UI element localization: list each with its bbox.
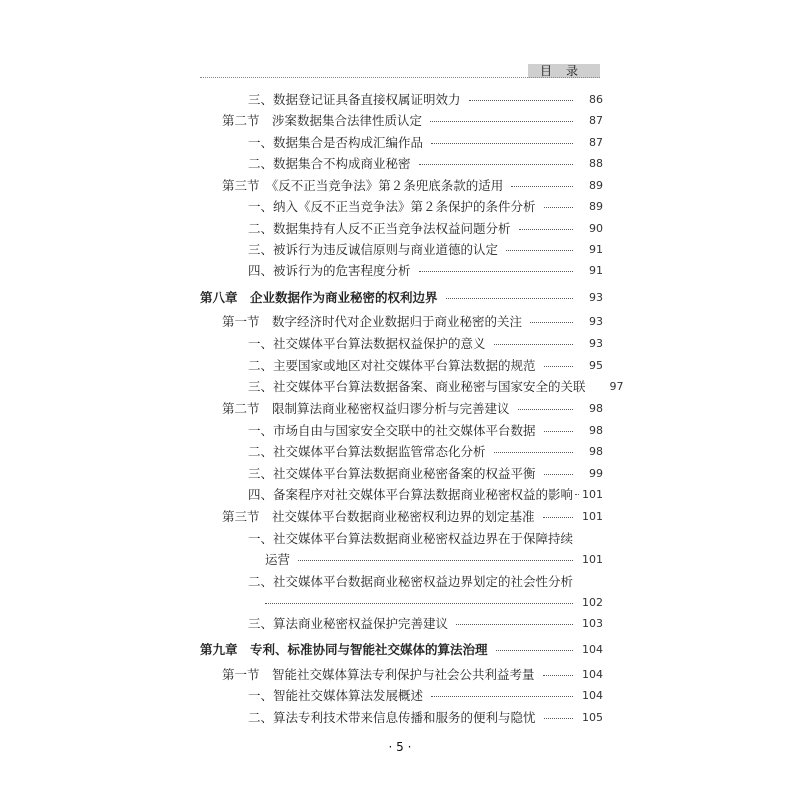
toc-entry-page: 90	[589, 221, 603, 235]
toc-entry-title: 第九章 专利、标准协同与智能社交媒体的算法治理	[200, 642, 488, 657]
toc-entry-page: 104	[582, 688, 603, 702]
toc-entry-title: 二、数据集合不构成商业秘密	[248, 156, 411, 171]
toc-leader-dots	[511, 186, 573, 187]
toc-entry-title: 二、社交媒体平台数据商业秘密权益边界划定的社会性分析	[248, 574, 574, 589]
toc-leader-dots	[506, 250, 573, 251]
toc-chapter-entry	[200, 639, 603, 659]
toc-entry-title: 第三节 《反不正当竞争法》第２条兜底条款的适用	[222, 178, 504, 193]
toc-leader-dots	[544, 718, 573, 719]
toc-entry	[248, 571, 603, 591]
toc-entry	[248, 613, 603, 633]
toc-entry	[248, 463, 603, 483]
toc-entry-title: 一、智能社交媒体算法发展概述	[248, 688, 424, 703]
toc-leader-dots	[456, 624, 573, 625]
toc-leader-dots	[494, 344, 573, 345]
toc-leader-dots	[543, 675, 573, 676]
toc-leader-dots	[430, 121, 573, 122]
toc-leader-dots	[575, 494, 579, 495]
toc-entry-page: 104	[582, 667, 603, 681]
toc-entry-title: 一、数据集合是否构成汇编作品	[248, 135, 424, 150]
toc-entry-page: 101	[582, 552, 603, 566]
toc-entry-continuation	[265, 592, 603, 612]
toc-entry	[248, 89, 603, 109]
toc-entry-page: 91	[589, 263, 603, 277]
toc-entry	[248, 218, 603, 238]
toc-entry-page: 93	[589, 290, 603, 304]
toc-entry-page: 93	[589, 314, 603, 328]
toc-entry-page: 101	[582, 509, 603, 523]
toc-leader-dots	[431, 696, 573, 697]
toc-entry	[248, 153, 603, 173]
toc-entry-title: 二、社交媒体平台算法数据监管常态化分析	[248, 444, 486, 459]
toc-leader-dots	[544, 366, 573, 367]
toc-entry-title: 三、社交媒体平台算法数据备案、商业秘密与国家安全的关联	[248, 379, 586, 394]
toc-entry-page: 89	[589, 178, 603, 192]
toc-leader-dots	[496, 650, 573, 651]
toc-entry-title: 第三节 社交媒体平台数据商业秘密权利边界的划定基准	[222, 509, 535, 524]
toc-leader-dots	[544, 431, 573, 432]
toc-section-entry	[222, 664, 603, 684]
toc-entry-title: 三、被诉行为违反诚信原则与商业道德的认定	[248, 242, 499, 257]
toc-entry	[248, 239, 603, 259]
toc-section-entry	[222, 506, 603, 526]
toc-entry-title: 一、社交媒体平台算法数据商业秘密权益边界在于保障持续	[248, 531, 574, 546]
toc-entry-title: 一、市场自由与国家安全交联中的社交媒体平台数据	[248, 423, 536, 438]
toc-entry-page: 98	[589, 444, 603, 458]
toc-entry	[248, 484, 603, 504]
toc-entry-title: 第一节 数字经济时代对企业数据归于商业秘密的关注	[222, 314, 523, 329]
toc-leader-dots	[431, 143, 573, 144]
toc-entry-page: 87	[589, 113, 603, 127]
toc-entry-page: 105	[582, 710, 603, 724]
toc-leader-dots	[544, 207, 573, 208]
toc-entry-title: 二、主要国家或地区对社交媒体平台算法数据的规范	[248, 358, 536, 373]
toc-section-entry	[222, 175, 603, 195]
toc-leader-dots	[469, 100, 573, 101]
toc-entry	[248, 420, 603, 440]
toc-entry-title: 四、备案程序对社交媒体平台算法数据商业秘密权益的影响	[248, 487, 574, 502]
toc-entry-page: 93	[589, 336, 603, 350]
toc-entry-title: 第二节 涉案数据集合法律性质认定	[222, 113, 423, 128]
toc-entry-title: 第八章 企业数据作为商业秘密的权利边界	[200, 290, 438, 305]
toc-chapter-entry	[200, 287, 603, 307]
toc-entry-page: 104	[582, 642, 603, 656]
toc-entry-page: 102	[582, 595, 603, 609]
toc-entry-title: 第一节 智能社交媒体算法专利保护与社会公共利益考量	[222, 667, 535, 682]
toc-entry	[248, 376, 624, 396]
toc-leader-dots	[419, 164, 573, 165]
toc-leader-dots	[543, 517, 573, 518]
toc-entry-title: 三、数据登记证具备直接权属证明效力	[248, 92, 461, 107]
toc-entry-title: 第二节 限制算法商业秘密权益归谬分析与完善建议	[222, 401, 510, 416]
toc-entry-page: 99	[589, 466, 603, 480]
toc-entry-title: 二、算法专利技术带来信息传播和服务的便利与隐忧	[248, 710, 536, 725]
toc-entry-page: 88	[589, 156, 603, 170]
toc-entry-page: 98	[589, 401, 603, 415]
toc-leader-dots	[519, 229, 573, 230]
toc-entry	[248, 333, 603, 353]
toc-section-entry	[222, 311, 603, 331]
toc-entry-title: 四、被诉行为的危害程度分析	[248, 263, 411, 278]
toc-entry-page: 98	[589, 423, 603, 437]
toc-entry	[248, 707, 603, 727]
toc-leader-dots	[494, 452, 573, 453]
toc-leader-dots	[265, 603, 573, 604]
toc-entry-page: 86	[589, 92, 603, 106]
running-header-title: 目录	[540, 64, 593, 78]
toc-entry-continuation	[265, 549, 603, 569]
toc-entry-title: 运营	[265, 552, 291, 567]
toc-entry	[248, 685, 603, 705]
toc-entry	[248, 196, 603, 216]
toc-leader-dots	[544, 474, 573, 475]
toc-entry-title: 一、社交媒体平台算法数据权益保护的意义	[248, 336, 486, 351]
toc-leader-dots	[419, 271, 573, 272]
page-number: · 5 ·	[388, 740, 412, 754]
toc-entry-page: 103	[582, 616, 603, 630]
toc-entry-title: 二、数据集持有人反不正当竞争法权益问题分析	[248, 221, 511, 236]
toc-leader-dots	[446, 298, 573, 299]
toc-entry-page: 91	[589, 242, 603, 256]
toc-entry-page: 97	[609, 379, 624, 393]
toc-leader-dots	[518, 409, 573, 410]
toc-section-entry	[222, 398, 603, 418]
toc-entry-page: 87	[589, 135, 603, 149]
toc-entry-title: 三、算法商业秘密权益保护完善建议	[248, 616, 449, 631]
toc-entry-title: 三、社交媒体平台算法数据商业秘密备案的权益平衡	[248, 466, 536, 481]
toc-entry-title: 一、纳入《反不正当竞争法》第２条保护的条件分析	[248, 199, 536, 214]
toc-entry-page: 101	[582, 487, 603, 501]
toc-entry-page: 89	[589, 199, 603, 213]
toc-entry	[248, 260, 603, 280]
toc-entry	[248, 132, 603, 152]
toc-entry-page: 95	[589, 358, 603, 372]
toc-leader-dots	[530, 322, 573, 323]
toc-section-entry	[222, 110, 603, 130]
toc-entry	[248, 528, 603, 548]
toc-entry	[248, 355, 603, 375]
toc-entry	[248, 441, 603, 461]
toc-leader-dots	[298, 560, 573, 561]
